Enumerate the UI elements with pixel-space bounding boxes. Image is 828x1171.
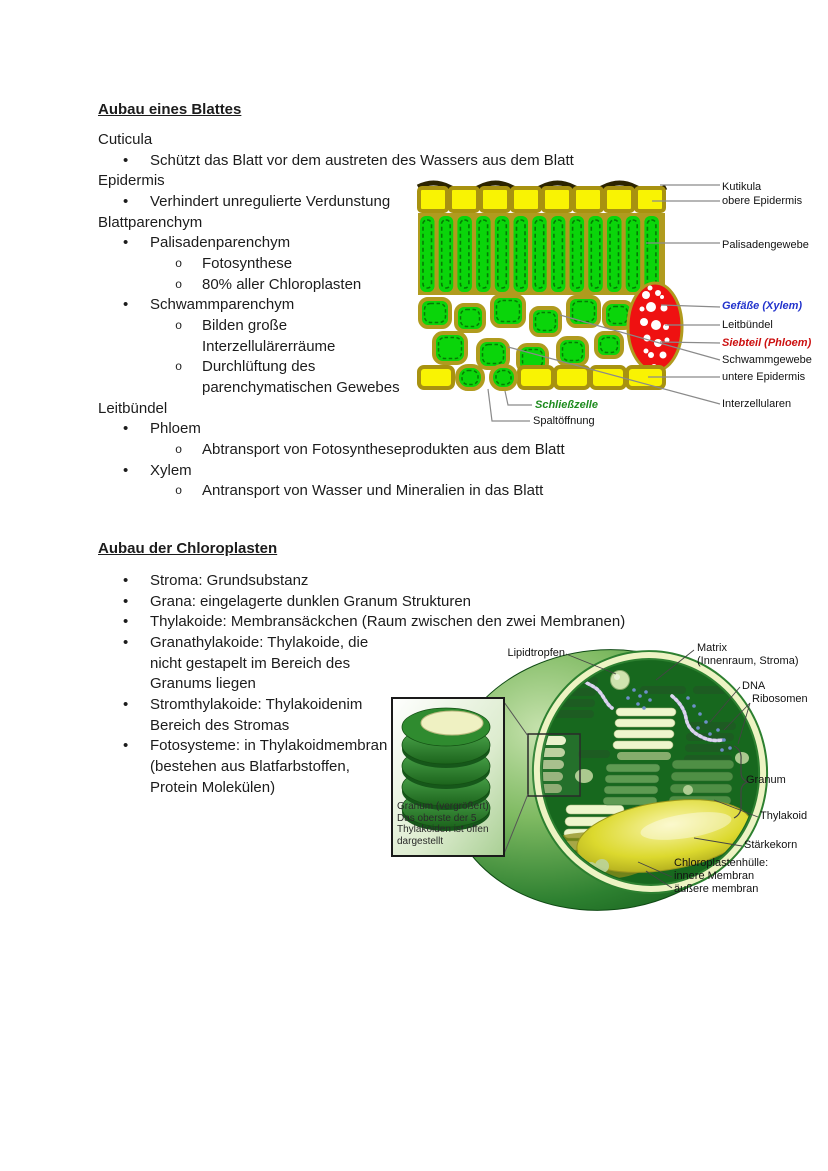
leaf-label-interzellularen: Interzellularen <box>722 398 792 410</box>
list-item-text: Grana: eingelagerte dunklen Granum Strukturen <box>150 592 472 610</box>
bullet-icon: • <box>123 613 129 631</box>
leaf-label-phloem: Siebteil (Phloem) <box>722 337 812 349</box>
inset-caption-line1: Granum (vergrößert) <box>397 801 489 812</box>
bullet-icon: • <box>123 234 129 252</box>
list-item-text: Bereich des Stromas <box>150 716 290 734</box>
bullet-icon: • <box>123 420 129 438</box>
bullet-icon: • <box>123 151 129 169</box>
bullet-icon: • <box>123 296 129 314</box>
list-item-text: Abtransport von Fotosyntheseprodukten aus dem Blatt <box>202 440 565 458</box>
section2-heading: Aubau der Chloroplasten <box>98 540 278 557</box>
section1-heading: Aubau eines Blattes <box>98 101 242 118</box>
chloro-label-matrix: Matrix <box>697 642 727 654</box>
leaf-label-schliesszelle: Schließzelle <box>535 399 598 411</box>
circle-bullet-icon: o <box>175 318 183 333</box>
leaf-label-schwammgewebe: Schwammgewebe <box>722 354 812 366</box>
list-item-text: Schwammparenchym <box>150 296 295 314</box>
circle-bullet-icon: o <box>175 277 183 292</box>
chloro-label-innere-membran: innere Membran <box>674 870 755 882</box>
open-thylakoid-lumen <box>421 711 483 735</box>
list-item-text: nicht gestapelt im Bereich des <box>150 654 351 672</box>
inset-caption-line3: Thylakoiden ist offen <box>397 824 489 835</box>
inset-caption-line2: Das oberste der 5 <box>397 813 477 824</box>
list-item-text: (bestehen aus Blatfarbstoffen, <box>150 757 350 775</box>
chloro-label-dna: DNA <box>742 680 766 692</box>
circle-bullet-icon: o <box>175 484 183 499</box>
list-item-text: Cuticula <box>98 131 153 148</box>
chloro-label-thylakoid: Thylakoid <box>760 810 808 822</box>
upper-epidermis-row <box>419 188 664 211</box>
list-item-text: Verhindert unregulierte Verdunstung <box>150 192 391 210</box>
bullet-icon: • <box>123 572 129 589</box>
bullet-icon: • <box>123 695 129 713</box>
chloro-label-huelle: Chloroplastenhülle: <box>674 857 769 869</box>
leaf-label-kutikula: Kutikula <box>722 181 762 193</box>
list-item-text: Protein Molekülen) <box>150 778 276 796</box>
chloro-label-granum: Granum <box>746 774 786 786</box>
list-item-text: parenchymatischen Gewebes <box>202 378 400 396</box>
leaf-label-leitbuendel: Leitbündel <box>722 319 773 331</box>
bullet-icon: • <box>123 737 129 755</box>
magnifier-square <box>528 734 580 796</box>
chloro-label-lipidtropfen: Lipidtropfen <box>507 647 565 659</box>
list-item-text: Fotosysteme: in Thylakoidmembran <box>150 737 388 755</box>
list-item-text: Epidermis <box>98 172 165 190</box>
list-item-text: Blattparenchym <box>98 213 203 231</box>
list-item-text: Palisadenparenchym <box>150 234 291 252</box>
list-item-text: Durchlüftung des <box>202 358 316 376</box>
list-item-text: 80% aller Chloroplasten <box>202 275 362 293</box>
inset-caption-line4: dargestellt <box>397 836 444 847</box>
spongy-cells <box>420 296 632 372</box>
leaf-label-spaltoeffnung: Spaltöffnung <box>533 415 595 427</box>
leaf-label-palisadengewebe: Palisadengewebe <box>722 239 809 251</box>
bullet-icon: • <box>123 633 129 651</box>
bullet-icon: • <box>123 192 129 210</box>
list-item-text: Interzellulärerräume <box>202 337 336 355</box>
circle-bullet-icon: o <box>175 442 183 457</box>
lower-epidermis-row <box>419 366 664 389</box>
list-item-text: Schützt das Blatt vor dem austreten des Wassers aus dem Blatt <box>150 151 574 169</box>
list-item-text: Thylakoide: Membransäckchen (Raum zwischen den zwei Membranen) <box>150 613 626 631</box>
bullet-icon: • <box>123 461 129 479</box>
list-item-text: Stroma: Grundsubstanz <box>150 572 309 589</box>
list-item-text: Fotosynthese <box>202 254 293 272</box>
leaf-label-untere-epidermis: untere Epidermis <box>722 371 806 383</box>
circle-bullet-icon: o <box>175 360 183 375</box>
chloro-label-aeussere-membran: äußere membran <box>674 883 759 895</box>
circle-bullet-icon: o <box>175 256 183 271</box>
list-item-text: Phloem <box>150 420 201 438</box>
chloro-label-staerkekorn: Stärkekorn <box>744 839 798 851</box>
list-item-text: Granathylakoide: Thylakoide, die <box>150 633 369 651</box>
list-item-text: Xylem <box>150 461 192 479</box>
chloro-label-matrix-sub: (Innenraum, Stroma) <box>697 655 799 667</box>
list-item-text: Bilden große <box>202 316 288 334</box>
list-item-text: Granums liegen <box>150 675 256 693</box>
bullet-icon: • <box>123 592 129 610</box>
vascular-bundle <box>628 283 682 371</box>
list-item-text: Stromthylakoide: Thylakoidenim <box>150 695 363 713</box>
leaf-label-xylem: Gefäße (Xylem) <box>722 300 803 312</box>
list-item-text: Leitbündel <box>98 399 168 417</box>
list-item-text: Antransport von Wasser und Mineralien in das Blatt <box>202 482 544 500</box>
leaf-label-obere-epidermis: obere Epidermis <box>722 195 803 207</box>
chloro-label-ribosomen: Ribosomen <box>752 693 808 705</box>
